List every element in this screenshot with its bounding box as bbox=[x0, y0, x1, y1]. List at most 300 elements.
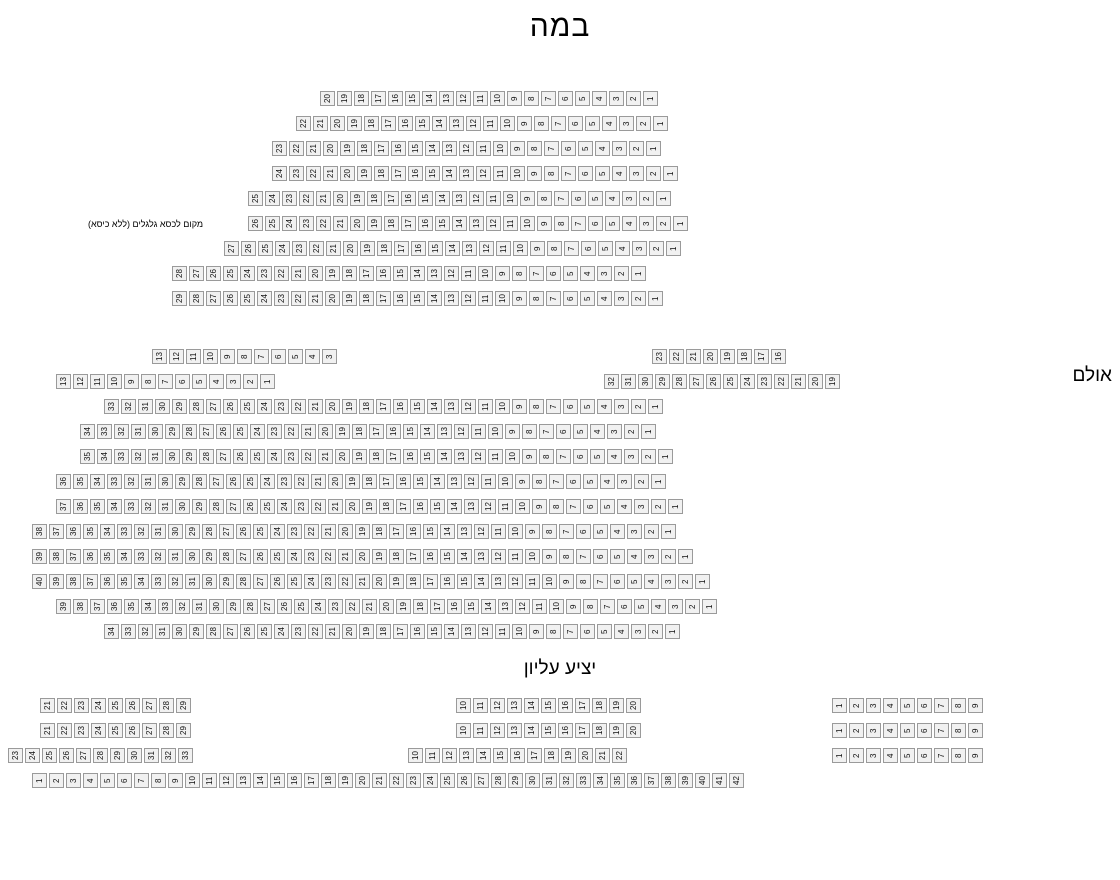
seat[interactable]: 14 bbox=[427, 291, 442, 306]
seat[interactable]: 13 bbox=[459, 166, 474, 181]
seat[interactable]: 13 bbox=[236, 773, 251, 788]
seat[interactable]: 6 bbox=[610, 574, 625, 589]
seat[interactable]: 18 bbox=[369, 449, 384, 464]
seat[interactable]: 14 bbox=[442, 166, 457, 181]
seat[interactable]: 4 bbox=[605, 191, 620, 206]
seat[interactable]: 22 bbox=[311, 499, 326, 514]
seat[interactable]: 27 bbox=[223, 624, 238, 639]
seat[interactable]: 18 bbox=[321, 773, 336, 788]
seat[interactable]: 8 bbox=[559, 549, 574, 564]
seat[interactable]: 36 bbox=[83, 549, 98, 564]
seat[interactable]: 9 bbox=[507, 91, 522, 106]
seat[interactable]: 13 bbox=[474, 549, 489, 564]
seat[interactable]: 28 bbox=[199, 449, 214, 464]
seat[interactable]: 23 bbox=[299, 216, 314, 231]
seat[interactable]: 13 bbox=[427, 266, 442, 281]
seat[interactable]: 19 bbox=[335, 424, 350, 439]
seat[interactable]: 12 bbox=[444, 266, 459, 281]
seat[interactable]: 3 bbox=[614, 399, 629, 414]
seat[interactable]: 40 bbox=[695, 773, 710, 788]
seat[interactable]: 10 bbox=[525, 549, 540, 564]
seat[interactable]: 32 bbox=[134, 524, 149, 539]
seat[interactable]: 17 bbox=[575, 698, 590, 713]
seat[interactable]: 17 bbox=[393, 624, 408, 639]
seat[interactable]: 14 bbox=[457, 549, 472, 564]
seat[interactable]: 19 bbox=[350, 191, 365, 206]
seat[interactable]: 11 bbox=[525, 574, 540, 589]
seat[interactable]: 19 bbox=[342, 399, 357, 414]
seat[interactable]: 2 bbox=[651, 499, 666, 514]
seat[interactable]: 15 bbox=[435, 216, 450, 231]
seat[interactable]: 1 bbox=[695, 574, 710, 589]
seat[interactable]: 7 bbox=[593, 574, 608, 589]
seat[interactable]: 9 bbox=[559, 574, 574, 589]
seat[interactable]: 8 bbox=[549, 499, 564, 514]
seat[interactable]: 25 bbox=[440, 773, 455, 788]
seat[interactable]: 7 bbox=[134, 773, 149, 788]
seat[interactable]: 6 bbox=[546, 266, 561, 281]
seat[interactable]: 17 bbox=[406, 549, 421, 564]
seat[interactable]: 17 bbox=[527, 748, 542, 763]
seat[interactable]: 18 bbox=[372, 524, 387, 539]
seat[interactable]: 11 bbox=[425, 748, 440, 763]
seat[interactable]: 16 bbox=[393, 291, 408, 306]
seat[interactable]: 17 bbox=[401, 216, 416, 231]
seat[interactable]: 19 bbox=[325, 266, 340, 281]
seat[interactable]: 10 bbox=[510, 166, 525, 181]
seat[interactable]: 25 bbox=[248, 191, 263, 206]
seat[interactable]: 18 bbox=[384, 216, 399, 231]
seat[interactable]: 1 bbox=[663, 166, 678, 181]
seat[interactable]: 14 bbox=[445, 241, 460, 256]
seat[interactable]: 5 bbox=[578, 141, 593, 156]
seat[interactable]: 22 bbox=[612, 748, 627, 763]
seat[interactable]: 24 bbox=[304, 574, 319, 589]
seat[interactable]: 7 bbox=[551, 116, 566, 131]
seat[interactable]: 33 bbox=[134, 549, 149, 564]
seat[interactable]: 15 bbox=[430, 499, 445, 514]
seat[interactable]: 41 bbox=[712, 773, 727, 788]
seat[interactable]: 26 bbox=[226, 474, 241, 489]
seat[interactable]: 37 bbox=[49, 524, 64, 539]
seat[interactable]: 12 bbox=[459, 141, 474, 156]
seat[interactable]: 2 bbox=[629, 141, 644, 156]
seat[interactable]: 5 bbox=[597, 624, 612, 639]
seat[interactable]: 3 bbox=[661, 574, 676, 589]
seat[interactable]: 16 bbox=[408, 166, 423, 181]
seat[interactable]: 24 bbox=[25, 748, 40, 763]
seat[interactable]: 26 bbox=[59, 748, 74, 763]
seat[interactable]: 1 bbox=[832, 748, 847, 763]
seat[interactable]: 39 bbox=[678, 773, 693, 788]
seat[interactable]: 19 bbox=[337, 91, 352, 106]
seat[interactable]: 13 bbox=[462, 241, 477, 256]
seat[interactable]: 1 bbox=[651, 474, 666, 489]
seat[interactable]: 22 bbox=[321, 549, 336, 564]
seat[interactable]: 31 bbox=[144, 748, 159, 763]
seat[interactable]: 10 bbox=[505, 449, 520, 464]
seat[interactable]: 12 bbox=[481, 499, 496, 514]
seat[interactable]: 6 bbox=[578, 166, 593, 181]
seat[interactable]: 12 bbox=[515, 599, 530, 614]
seat[interactable]: 2 bbox=[614, 266, 629, 281]
seat[interactable]: 24 bbox=[274, 624, 289, 639]
seat[interactable]: 3 bbox=[607, 424, 622, 439]
seat[interactable]: 26 bbox=[206, 266, 221, 281]
seat[interactable]: 18 bbox=[352, 424, 367, 439]
seat[interactable]: 4 bbox=[883, 723, 898, 738]
seat[interactable]: 33 bbox=[151, 574, 166, 589]
seat[interactable]: 33 bbox=[121, 624, 136, 639]
seat[interactable]: 30 bbox=[638, 374, 653, 389]
seat[interactable]: 33 bbox=[107, 474, 122, 489]
seat[interactable]: 3 bbox=[866, 698, 881, 713]
seat[interactable]: 12 bbox=[474, 524, 489, 539]
seat[interactable]: 22 bbox=[774, 374, 789, 389]
seat[interactable]: 19 bbox=[825, 374, 840, 389]
seat[interactable]: 5 bbox=[563, 266, 578, 281]
seat[interactable]: 13 bbox=[498, 599, 513, 614]
seat[interactable]: 11 bbox=[90, 374, 105, 389]
seat[interactable]: 20 bbox=[325, 399, 340, 414]
seat[interactable]: 19 bbox=[340, 141, 355, 156]
seat[interactable]: 26 bbox=[248, 216, 263, 231]
seat[interactable]: 25 bbox=[270, 549, 285, 564]
seat[interactable]: 13 bbox=[442, 141, 457, 156]
seat[interactable]: 3 bbox=[226, 374, 241, 389]
seat[interactable]: 10 bbox=[520, 216, 535, 231]
seat[interactable]: 24 bbox=[257, 399, 272, 414]
seat[interactable]: 15 bbox=[420, 449, 435, 464]
seat[interactable]: 14 bbox=[422, 91, 437, 106]
seat[interactable]: 4 bbox=[644, 574, 659, 589]
seat[interactable]: 15 bbox=[415, 116, 430, 131]
seat[interactable]: 36 bbox=[100, 574, 115, 589]
seat[interactable]: 35 bbox=[100, 549, 115, 564]
seat[interactable]: 15 bbox=[410, 399, 425, 414]
seat[interactable]: 7 bbox=[546, 291, 561, 306]
seat[interactable]: 30 bbox=[158, 474, 173, 489]
seat[interactable]: 4 bbox=[607, 449, 622, 464]
seat[interactable]: 22 bbox=[299, 191, 314, 206]
seat[interactable]: 6 bbox=[917, 723, 932, 738]
seat[interactable]: 31 bbox=[155, 624, 170, 639]
seat[interactable]: 9 bbox=[529, 624, 544, 639]
seat[interactable]: 22 bbox=[291, 399, 306, 414]
seat[interactable]: 40 bbox=[32, 574, 47, 589]
seat[interactable]: 13 bbox=[444, 399, 459, 414]
seat[interactable]: 17 bbox=[304, 773, 319, 788]
seat[interactable]: 14 bbox=[420, 424, 435, 439]
seat[interactable]: 20 bbox=[330, 116, 345, 131]
seat[interactable]: 26 bbox=[243, 499, 258, 514]
seat[interactable]: 26 bbox=[223, 399, 238, 414]
seat[interactable]: 5 bbox=[585, 116, 600, 131]
seat[interactable]: 25 bbox=[257, 624, 272, 639]
seat[interactable]: 2 bbox=[639, 191, 654, 206]
seat[interactable]: 23 bbox=[321, 574, 336, 589]
seat[interactable]: 27 bbox=[142, 723, 157, 738]
seat[interactable]: 3 bbox=[632, 241, 647, 256]
seat[interactable]: 23 bbox=[289, 166, 304, 181]
seat[interactable]: 20 bbox=[350, 216, 365, 231]
seat[interactable]: 24 bbox=[423, 773, 438, 788]
seat[interactable]: 31 bbox=[151, 524, 166, 539]
seat[interactable]: 9 bbox=[525, 524, 540, 539]
seat[interactable]: 19 bbox=[360, 241, 375, 256]
seat[interactable]: 8 bbox=[951, 723, 966, 738]
seat[interactable]: 10 bbox=[478, 266, 493, 281]
seat[interactable]: 30 bbox=[185, 549, 200, 564]
seat[interactable]: 3 bbox=[322, 349, 337, 364]
seat[interactable]: 20 bbox=[372, 574, 387, 589]
seat[interactable]: 11 bbox=[496, 241, 511, 256]
seat[interactable]: 5 bbox=[573, 424, 588, 439]
seat[interactable]: 26 bbox=[277, 599, 292, 614]
seat[interactable]: 1 bbox=[653, 116, 668, 131]
seat[interactable]: 9 bbox=[495, 266, 510, 281]
seat[interactable]: 9 bbox=[537, 216, 552, 231]
seat[interactable]: 32 bbox=[124, 474, 139, 489]
seat[interactable]: 20 bbox=[340, 166, 355, 181]
seat[interactable]: 1 bbox=[678, 549, 693, 564]
seat[interactable]: 15 bbox=[405, 91, 420, 106]
seat[interactable]: 33 bbox=[114, 449, 129, 464]
seat[interactable]: 9 bbox=[527, 166, 542, 181]
seat[interactable]: 24 bbox=[282, 216, 297, 231]
seat[interactable]: 28 bbox=[202, 524, 217, 539]
seat[interactable]: 12 bbox=[442, 748, 457, 763]
seat[interactable]: 4 bbox=[209, 374, 224, 389]
seat[interactable]: 24 bbox=[277, 499, 292, 514]
seat[interactable]: 18 bbox=[389, 549, 404, 564]
seat[interactable]: 22 bbox=[338, 574, 353, 589]
seat[interactable]: 13 bbox=[447, 474, 462, 489]
seat[interactable]: 16 bbox=[393, 399, 408, 414]
seat[interactable]: 24 bbox=[267, 449, 282, 464]
seat[interactable]: 20 bbox=[323, 141, 338, 156]
seat[interactable]: 34 bbox=[117, 549, 132, 564]
seat[interactable]: 23 bbox=[257, 266, 272, 281]
seat[interactable]: 6 bbox=[568, 116, 583, 131]
seat[interactable]: 3 bbox=[668, 599, 683, 614]
seat[interactable]: 16 bbox=[410, 624, 425, 639]
seat[interactable]: 6 bbox=[571, 191, 586, 206]
seat[interactable]: 23 bbox=[282, 191, 297, 206]
seat[interactable]: 19 bbox=[372, 549, 387, 564]
seat[interactable]: 9 bbox=[520, 191, 535, 206]
seat[interactable]: 1 bbox=[832, 723, 847, 738]
seat[interactable]: 14 bbox=[437, 449, 452, 464]
seat[interactable]: 31 bbox=[621, 374, 636, 389]
seat[interactable]: 5 bbox=[600, 499, 615, 514]
seat[interactable]: 3 bbox=[634, 499, 649, 514]
seat[interactable]: 20 bbox=[343, 241, 358, 256]
seat[interactable]: 27 bbox=[206, 399, 221, 414]
seat[interactable]: 10 bbox=[508, 524, 523, 539]
seat[interactable]: 28 bbox=[159, 698, 174, 713]
seat[interactable]: 7 bbox=[556, 449, 571, 464]
seat[interactable]: 6 bbox=[271, 349, 286, 364]
seat[interactable]: 10 bbox=[107, 374, 122, 389]
seat[interactable]: 18 bbox=[364, 116, 379, 131]
seat[interactable]: 8 bbox=[524, 91, 539, 106]
seat[interactable]: 13 bbox=[444, 291, 459, 306]
seat[interactable]: 31 bbox=[141, 474, 156, 489]
seat[interactable]: 38 bbox=[661, 773, 676, 788]
seat[interactable]: 2 bbox=[624, 424, 639, 439]
seat[interactable]: 1 bbox=[648, 291, 663, 306]
seat[interactable]: 18 bbox=[544, 748, 559, 763]
seat[interactable]: 1 bbox=[665, 624, 680, 639]
seat[interactable]: 13 bbox=[152, 349, 167, 364]
seat[interactable]: 6 bbox=[566, 474, 581, 489]
seat[interactable]: 9 bbox=[512, 399, 527, 414]
seat[interactable]: 25 bbox=[108, 723, 123, 738]
seat[interactable]: 17 bbox=[379, 474, 394, 489]
seat[interactable]: 18 bbox=[376, 624, 391, 639]
seat[interactable]: 3 bbox=[627, 524, 642, 539]
seat[interactable]: 14 bbox=[432, 116, 447, 131]
seat[interactable]: 20 bbox=[703, 349, 718, 364]
seat[interactable]: 36 bbox=[66, 524, 81, 539]
seat[interactable]: 29 bbox=[508, 773, 523, 788]
seat[interactable]: 16 bbox=[287, 773, 302, 788]
seat[interactable]: 13 bbox=[469, 216, 484, 231]
seat[interactable]: 29 bbox=[185, 524, 200, 539]
seat[interactable]: 20 bbox=[325, 291, 340, 306]
seat[interactable]: 39 bbox=[56, 599, 71, 614]
seat[interactable]: 12 bbox=[508, 574, 523, 589]
seat[interactable]: 37 bbox=[66, 549, 81, 564]
seat[interactable]: 24 bbox=[250, 424, 265, 439]
seat[interactable]: 12 bbox=[491, 549, 506, 564]
seat[interactable]: 19 bbox=[389, 574, 404, 589]
seat[interactable]: 25 bbox=[723, 374, 738, 389]
seat[interactable]: 15 bbox=[413, 474, 428, 489]
seat[interactable]: 14 bbox=[427, 399, 442, 414]
seat[interactable]: 21 bbox=[355, 574, 370, 589]
seat[interactable]: 5 bbox=[590, 449, 605, 464]
seat[interactable]: 22 bbox=[291, 291, 306, 306]
seat[interactable]: 28 bbox=[243, 599, 258, 614]
seat[interactable]: 6 bbox=[576, 524, 591, 539]
seat[interactable]: 10 bbox=[203, 349, 218, 364]
seat[interactable]: 4 bbox=[305, 349, 320, 364]
seat[interactable]: 24 bbox=[275, 241, 290, 256]
seat[interactable]: 11 bbox=[473, 698, 488, 713]
seat[interactable]: 28 bbox=[159, 723, 174, 738]
seat[interactable]: 13 bbox=[507, 698, 522, 713]
seat[interactable]: 11 bbox=[483, 116, 498, 131]
seat[interactable]: 21 bbox=[308, 291, 323, 306]
seat[interactable]: 16 bbox=[401, 191, 416, 206]
seat[interactable]: 19 bbox=[338, 773, 353, 788]
seat[interactable]: 15 bbox=[440, 549, 455, 564]
seat[interactable]: 31 bbox=[138, 399, 153, 414]
seat[interactable]: 6 bbox=[563, 291, 578, 306]
seat[interactable]: 23 bbox=[294, 499, 309, 514]
seat[interactable]: 24 bbox=[240, 266, 255, 281]
seat[interactable]: 29 bbox=[202, 549, 217, 564]
seat[interactable]: 16 bbox=[396, 474, 411, 489]
seat[interactable]: 18 bbox=[354, 91, 369, 106]
seat[interactable]: 17 bbox=[386, 449, 401, 464]
seat[interactable]: 9 bbox=[220, 349, 235, 364]
seat[interactable]: 1 bbox=[668, 499, 683, 514]
seat[interactable]: 10 bbox=[503, 191, 518, 206]
seat[interactable]: 5 bbox=[583, 474, 598, 489]
seat[interactable]: 23 bbox=[284, 449, 299, 464]
seat[interactable]: 21 bbox=[306, 141, 321, 156]
seat[interactable]: 14 bbox=[447, 499, 462, 514]
seat[interactable]: 8 bbox=[547, 241, 562, 256]
seat[interactable]: 18 bbox=[357, 141, 372, 156]
seat[interactable]: 16 bbox=[423, 549, 438, 564]
seat[interactable]: 38 bbox=[66, 574, 81, 589]
seat[interactable]: 21 bbox=[791, 374, 806, 389]
seat[interactable]: 14 bbox=[476, 748, 491, 763]
seat[interactable]: 27 bbox=[219, 524, 234, 539]
seat[interactable]: 21 bbox=[372, 773, 387, 788]
seat[interactable]: 23 bbox=[291, 624, 306, 639]
seat[interactable]: 28 bbox=[236, 574, 251, 589]
seat[interactable]: 35 bbox=[73, 474, 88, 489]
seat[interactable]: 11 bbox=[491, 524, 506, 539]
seat[interactable]: 18 bbox=[359, 399, 374, 414]
seat[interactable]: 26 bbox=[253, 549, 268, 564]
seat[interactable]: 24 bbox=[311, 599, 326, 614]
seat[interactable]: 12 bbox=[471, 449, 486, 464]
seat[interactable]: 1 bbox=[661, 524, 676, 539]
seat[interactable]: 5 bbox=[100, 773, 115, 788]
seat[interactable]: 31 bbox=[192, 599, 207, 614]
seat[interactable]: 14 bbox=[430, 474, 445, 489]
seat[interactable]: 4 bbox=[83, 773, 98, 788]
seat[interactable]: 19 bbox=[345, 474, 360, 489]
seat[interactable]: 32 bbox=[175, 599, 190, 614]
seat[interactable]: 15 bbox=[493, 748, 508, 763]
seat[interactable]: 27 bbox=[260, 599, 275, 614]
seat[interactable]: 35 bbox=[124, 599, 139, 614]
seat[interactable]: 22 bbox=[389, 773, 404, 788]
seat[interactable]: 10 bbox=[490, 91, 505, 106]
seat[interactable]: 21 bbox=[325, 624, 340, 639]
seat[interactable]: 21 bbox=[362, 599, 377, 614]
seat[interactable]: 4 bbox=[883, 748, 898, 763]
seat[interactable]: 7 bbox=[554, 191, 569, 206]
seat[interactable]: 21 bbox=[323, 166, 338, 181]
seat[interactable]: 35 bbox=[83, 524, 98, 539]
seat[interactable]: 21 bbox=[333, 216, 348, 231]
seat[interactable]: 13 bbox=[452, 191, 467, 206]
seat[interactable]: 3 bbox=[866, 748, 881, 763]
seat[interactable]: 29 bbox=[182, 449, 197, 464]
seat[interactable]: 26 bbox=[270, 574, 285, 589]
seat[interactable]: 32 bbox=[151, 549, 166, 564]
seat[interactable]: 3 bbox=[639, 216, 654, 231]
seat[interactable]: 17 bbox=[391, 166, 406, 181]
seat[interactable]: 10 bbox=[498, 474, 513, 489]
seat[interactable]: 30 bbox=[148, 424, 163, 439]
seat[interactable]: 4 bbox=[617, 499, 632, 514]
seat[interactable]: 21 bbox=[291, 266, 306, 281]
seat[interactable]: 4 bbox=[600, 474, 615, 489]
seat[interactable]: 28 bbox=[219, 549, 234, 564]
seat[interactable]: 19 bbox=[342, 291, 357, 306]
seat[interactable]: 2 bbox=[631, 399, 646, 414]
seat[interactable]: 23 bbox=[652, 349, 667, 364]
